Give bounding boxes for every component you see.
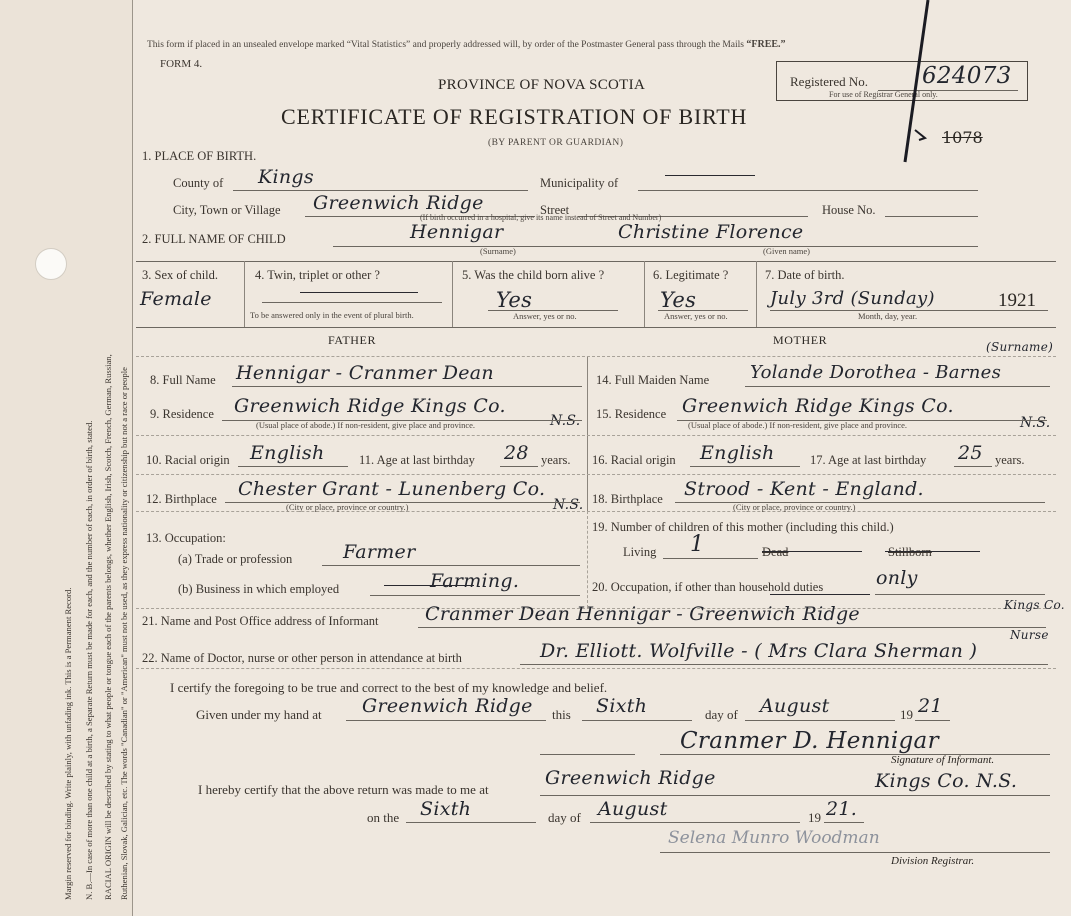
mother-age-label: 17. Age at last birthday bbox=[810, 453, 927, 467]
mother-heading: MOTHER bbox=[773, 333, 828, 347]
born-alive-note: Answer, yes or no. bbox=[513, 311, 577, 321]
registered-label: Registered No. bbox=[790, 74, 868, 89]
father-residence-note: (Usual place of abode.) If non-resident, give place and province. bbox=[256, 420, 476, 430]
informant-label: 21. Name and Post Office address of Informant bbox=[142, 614, 379, 628]
mother-name-value: Yolande Dorothea - Barnes bbox=[750, 362, 1002, 383]
father-racial-value: English bbox=[250, 442, 325, 464]
form-number: FORM 4. bbox=[160, 58, 203, 70]
father-birthplace-value: Chester Grant - Lunenberg Co. bbox=[238, 478, 546, 500]
mother-residence-value: Greenwich Ridge Kings Co. bbox=[682, 395, 954, 417]
province-heading: PROVINCE OF NOVA SCOTIA bbox=[438, 77, 646, 93]
mother-residence-value-2: N.S. bbox=[1020, 415, 1051, 431]
informant-value: Cranmer Dean Hennigar - Greenwich Ridge bbox=[425, 603, 860, 625]
father-birthplace-note: (City or place, province or country.) bbox=[286, 502, 409, 512]
father-residence-value: Greenwich Ridge Kings Co. bbox=[234, 395, 506, 417]
return-year-suffix: 21. bbox=[826, 798, 858, 820]
mother-birthplace-label: 18. Birthplace bbox=[592, 492, 663, 506]
mother-racial-value: English bbox=[700, 442, 775, 464]
father-residence-value-2: N.S. bbox=[550, 413, 581, 429]
page-title: CERTIFICATE OF REGISTRATION OF BIRTH bbox=[281, 104, 748, 129]
given-under-label: Given under my hand at bbox=[196, 707, 322, 722]
city-label: City, Town or Village bbox=[173, 203, 281, 217]
given-year-suffix: 21 bbox=[918, 695, 943, 717]
stillborn-label: Stillborn bbox=[888, 545, 932, 559]
dead-label: Dead bbox=[762, 545, 789, 559]
this-label: this bbox=[552, 707, 571, 722]
racial-origin-note-1: RACIAL ORIGIN will be described by stating to what people or tongue each of the parents belongs, whether English, Irish, Scotch, French, German, Russian, bbox=[103, 354, 113, 900]
twin-label: 4. Twin, triplet or other ? bbox=[255, 268, 380, 282]
father-residence-label: 9. Residence bbox=[150, 407, 214, 421]
occupation-heading: 13. Occupation: bbox=[146, 531, 226, 545]
born-alive-label: 5. Was the child born alive ? bbox=[462, 268, 605, 282]
legitimate-label: 6. Legitimate ? bbox=[653, 268, 729, 282]
given-day: Sixth bbox=[596, 695, 648, 717]
date-of-birth-value: July 3rd (Sunday) bbox=[770, 288, 935, 309]
mother-racial-label: 16. Racial origin bbox=[592, 453, 676, 467]
father-racial-label: 10. Racial origin bbox=[146, 453, 230, 467]
trade-value: Farmer bbox=[343, 541, 416, 563]
doctor-label: 22. Name of Doctor, nurse or other person in attendance at birth bbox=[142, 651, 462, 665]
municipality-label: Municipality of bbox=[540, 176, 619, 190]
informant-signature-label: Signature of Informant. bbox=[891, 754, 995, 766]
child-surname: Hennigar bbox=[410, 221, 504, 243]
date-of-birth-year: 1921 bbox=[998, 290, 1036, 311]
given-place: Greenwich Ridge bbox=[362, 695, 533, 717]
nurse-note: Nurse bbox=[1010, 628, 1049, 642]
registrar-use-note: For use of Registrar General only. bbox=[829, 90, 938, 99]
legitimate-value: Yes bbox=[660, 288, 697, 312]
mother-residence-label: 15. Residence bbox=[596, 407, 667, 421]
mother-surname-note: (Surname) bbox=[986, 340, 1054, 354]
born-alive-value: Yes bbox=[496, 288, 533, 312]
mother-birthplace-note: (City or place, province or country.) bbox=[733, 502, 856, 512]
legitimate-note: Answer, yes or no. bbox=[664, 311, 728, 321]
registrar-signature: Selena Munro Woodman bbox=[668, 828, 880, 848]
mother-name-label: 14. Full Maiden Name bbox=[596, 373, 710, 387]
surname-caption: (Surname) bbox=[480, 246, 516, 256]
return-label: I hereby certify that the above return was made to me at bbox=[198, 782, 489, 797]
living-value: 1 bbox=[690, 532, 705, 557]
hospital-note: (If birth occurred in a hospital, give its name instead of Street and Number) bbox=[420, 213, 662, 222]
ink-stroke bbox=[895, 0, 935, 165]
living-label: Living bbox=[623, 545, 657, 559]
city-value: Greenwich Ridge bbox=[313, 192, 484, 214]
father-birthplace-label: 12. Birthplace bbox=[146, 492, 217, 506]
return-county: Kings Co. N.S. bbox=[875, 770, 1018, 792]
mother-occupation-label: 20. Occupation, if other than household duties bbox=[592, 580, 824, 594]
racial-origin-note-2: Ruthenian, Slovak, Galician, etc. The words "Canadian" or "American" must not be used, as they express nationality or citizenship but not a race or people bbox=[119, 367, 129, 900]
given-year-prefix: 19 bbox=[900, 707, 913, 722]
given-name-caption: (Given name) bbox=[763, 246, 810, 256]
return-place: Greenwich Ridge bbox=[545, 767, 716, 789]
certify-text: I certify the foregoing to be true and correct to the best of my knowledge and belief. bbox=[170, 680, 608, 695]
return-day-of-label: day of bbox=[548, 810, 581, 825]
informant-value-tail: Kings Co. bbox=[1004, 598, 1065, 612]
father-name-value: Hennigar - Cranmer Dean bbox=[236, 362, 494, 384]
mother-age-unit: years. bbox=[995, 453, 1025, 467]
corner-number: 1078 bbox=[942, 128, 983, 147]
place-of-birth-heading: 1. PLACE OF BIRTH. bbox=[142, 149, 257, 163]
trade-label: (a) Trade or profession bbox=[178, 552, 293, 566]
house-number-label: House No. bbox=[822, 203, 876, 217]
mother-residence-note: (Usual place of abode.) If non-resident, give place and province. bbox=[688, 420, 908, 430]
sex-label: 3. Sex of child. bbox=[142, 268, 219, 282]
father-age-value: 28 bbox=[504, 442, 529, 464]
father-age-label: 11. Age at last birthday bbox=[359, 453, 475, 467]
on-the-label: on the bbox=[367, 810, 400, 825]
county-label: County of bbox=[173, 176, 224, 190]
street-label: Street bbox=[540, 203, 570, 217]
registrar-label: Division Registrar. bbox=[891, 855, 975, 867]
business-label: (b) Business in which employed bbox=[178, 582, 340, 596]
mother-occupation-value: only bbox=[876, 567, 918, 589]
business-value: Farming. bbox=[430, 570, 520, 592]
doctor-value: Dr. Elliott. Wolfville - ( Mrs Clara Sherman ) bbox=[540, 640, 978, 662]
children-count-label: 19. Number of children of this mother (including this child.) bbox=[592, 520, 894, 534]
child-given-name: Christine Florence bbox=[618, 221, 804, 243]
county-value: Kings bbox=[258, 166, 314, 188]
mail-note: This form if placed in an unsealed envelope marked “Vital Statistics” and properly addressed will, by order of the Postmaster General pass through the Mails “FREE.” bbox=[147, 39, 786, 50]
nb-note: N. B.—In case of more than one child at a birth, a Separate Return must be made for each, and the number of each, in order of birth, stated. bbox=[84, 420, 94, 900]
mother-age-value: 25 bbox=[958, 442, 983, 464]
father-name-label: 8. Full Name bbox=[150, 373, 216, 387]
return-year-prefix: 19 bbox=[808, 810, 821, 825]
mother-birthplace-value: Strood - Kent - England. bbox=[684, 478, 924, 500]
page-subtitle: (BY PARENT OR GUARDIAN) bbox=[488, 138, 624, 148]
binding-note: Margin reserved for binding. Write plainly, with unfading ink. This is a Permanent Record. bbox=[63, 587, 73, 900]
registered-number: 624073 bbox=[922, 63, 1012, 89]
given-day-of-label: day of bbox=[705, 707, 738, 722]
given-month: August bbox=[760, 695, 830, 717]
twin-note: To be answered only in the event of plural birth. bbox=[250, 310, 414, 320]
father-age-unit: years. bbox=[541, 453, 571, 467]
date-of-birth-note: Month, day, year. bbox=[858, 311, 918, 321]
return-day: Sixth bbox=[420, 798, 472, 820]
return-month: August bbox=[598, 798, 668, 820]
date-of-birth-label: 7. Date of birth. bbox=[765, 268, 845, 282]
sex-value: Female bbox=[140, 288, 212, 310]
informant-signature: Cranmer D. Hennigar bbox=[680, 728, 939, 754]
child-name-label: 2. FULL NAME OF CHILD bbox=[142, 232, 286, 246]
father-birthplace-value-2: N.S. bbox=[553, 497, 584, 513]
punch-hole bbox=[35, 248, 67, 280]
father-heading: FATHER bbox=[328, 333, 377, 347]
